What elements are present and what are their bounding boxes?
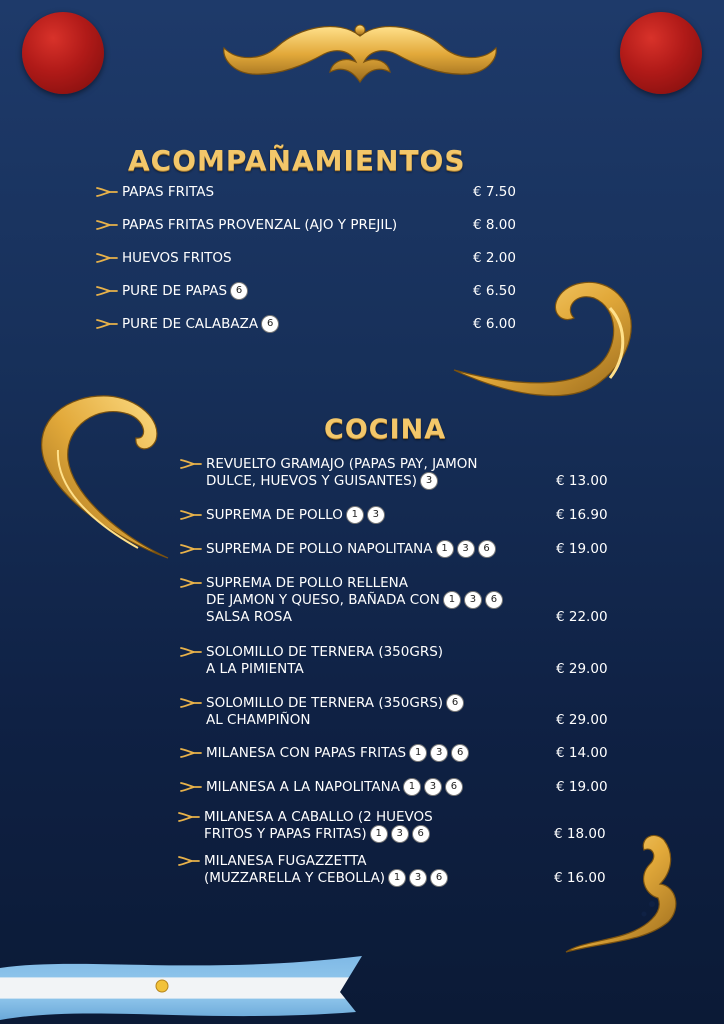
gold-arrow-bullet-icon <box>96 218 118 230</box>
item-name: PURE DE CALABAZA <box>122 316 259 332</box>
gold-arrow-bullet-icon <box>96 284 118 296</box>
allergen-badge: 6 <box>485 591 503 609</box>
item-price: € 16.00 <box>554 870 606 886</box>
gold-arrow-bullet-icon <box>180 696 202 708</box>
allergen-badge: 3 <box>420 472 438 490</box>
allergen-badge: 6 <box>261 315 279 333</box>
allergen-badge: 3 <box>424 778 442 796</box>
item-name-line: REVUELTO GRAMAJO (PAPAS PAY, JAMON <box>206 456 478 472</box>
gold-arrow-bullet-icon <box>180 542 202 554</box>
item-name-line: MILANESA CON PAPAS FRITAS <box>206 745 407 761</box>
item-name-line: A LA PIMIENTA <box>206 661 304 677</box>
item-name-line: SUPREMA DE POLLO RELLENA <box>206 575 408 591</box>
allergen-badge: 6 <box>445 778 463 796</box>
item-name-line: FRITOS Y PAPAS FRITAS) <box>204 826 367 842</box>
item-name-line: AL CHAMPIÑON <box>206 712 311 728</box>
item-price: € 6.50 <box>473 283 516 299</box>
item-price: € 29.00 <box>556 712 608 728</box>
item-name-line: SOLOMILLO DE TERNERA (350GRS) <box>206 644 444 660</box>
allergen-badge: 6 <box>446 694 464 712</box>
gold-arrow-bullet-icon <box>96 317 118 329</box>
allergen-badge: 3 <box>391 825 409 843</box>
allergen-badge: 1 <box>388 869 406 887</box>
acompanamientos-title: ACOMPAÑAMIENTOS <box>128 144 466 177</box>
item-price: € 19.00 <box>556 779 608 795</box>
gold-arrow-bullet-icon <box>178 854 200 866</box>
allergen-badge: 6 <box>478 540 496 558</box>
allergen-badge: 1 <box>443 591 461 609</box>
red-dot-icon <box>620 12 702 94</box>
gold-arrow-bullet-icon <box>180 457 202 469</box>
item-name-line: SOLOMILLO DE TERNERA (350GRS) <box>206 695 444 711</box>
item-price: € 22.00 <box>556 609 608 625</box>
allergen-badge: 1 <box>403 778 421 796</box>
gold-scroll-ornament-icon <box>38 390 170 562</box>
allergen-badge: 3 <box>430 744 448 762</box>
allergen-badge: 6 <box>451 744 469 762</box>
gold-arrow-bullet-icon <box>180 645 202 657</box>
allergen-badge: 1 <box>370 825 388 843</box>
item-price: € 18.00 <box>554 826 606 842</box>
item-name-line: MILANESA A CABALLO (2 HUEVOS <box>204 809 433 825</box>
gold-arrow-bullet-icon <box>180 508 202 520</box>
item-name-line: SUPREMA DE POLLO <box>206 507 343 523</box>
allergen-badge: 3 <box>457 540 475 558</box>
allergen-badge: 6 <box>230 282 248 300</box>
item-price: € 13.00 <box>556 473 608 489</box>
item-name: PAPAS FRITAS PROVENZAL (AJO Y PREJIL) <box>122 217 398 233</box>
gold-arrow-bullet-icon <box>180 576 202 588</box>
item-name-line: SALSA ROSA <box>206 609 292 625</box>
item-price: € 6.00 <box>473 316 516 332</box>
item-name-line: MILANESA FUGAZZETTA <box>204 853 367 869</box>
gold-arrow-bullet-icon <box>96 251 118 263</box>
allergen-badge: 3 <box>409 869 427 887</box>
allergen-badge: 3 <box>367 506 385 524</box>
item-name: PAPAS FRITAS <box>122 184 215 200</box>
red-dot-icon <box>22 12 104 94</box>
allergen-badge: 3 <box>464 591 482 609</box>
item-price: € 16.90 <box>556 507 608 523</box>
allergen-badge: 1 <box>346 506 364 524</box>
item-name-line: MILANESA A LA NAPOLITANA <box>206 779 400 795</box>
item-name-line: DULCE, HUEVOS Y GUISANTES) <box>206 473 418 489</box>
gold-scroll-ornament-icon <box>218 18 502 90</box>
item-price: € 19.00 <box>556 541 608 557</box>
gold-arrow-bullet-icon <box>96 185 118 197</box>
cocina-title: COCINA <box>324 414 447 445</box>
item-price: € 8.00 <box>473 217 516 233</box>
item-name: HUEVOS FRITOS <box>122 250 232 266</box>
gold-arrow-bullet-icon <box>178 810 200 822</box>
item-price: € 14.00 <box>556 745 608 761</box>
argentina-flag-icon <box>0 952 362 1024</box>
item-price: € 7.50 <box>473 184 516 200</box>
gold-arrow-bullet-icon <box>180 780 202 792</box>
allergen-badge: 6 <box>430 869 448 887</box>
allergen-badge: 1 <box>436 540 454 558</box>
item-name-line: DE JAMON Y QUESO, BAÑADA CON <box>206 592 440 608</box>
allergen-badge: 6 <box>412 825 430 843</box>
item-price: € 2.00 <box>473 250 516 266</box>
item-name-line: SUPREMA DE POLLO NAPOLITANA <box>206 541 433 557</box>
gold-scroll-ornament-icon <box>564 832 682 956</box>
gold-arrow-bullet-icon <box>180 746 202 758</box>
item-name: PURE DE PAPAS <box>122 283 228 299</box>
item-name-line: (MUZZARELLA Y CEBOLLA) <box>204 870 386 886</box>
item-price: € 29.00 <box>556 661 608 677</box>
allergen-badge: 1 <box>409 744 427 762</box>
